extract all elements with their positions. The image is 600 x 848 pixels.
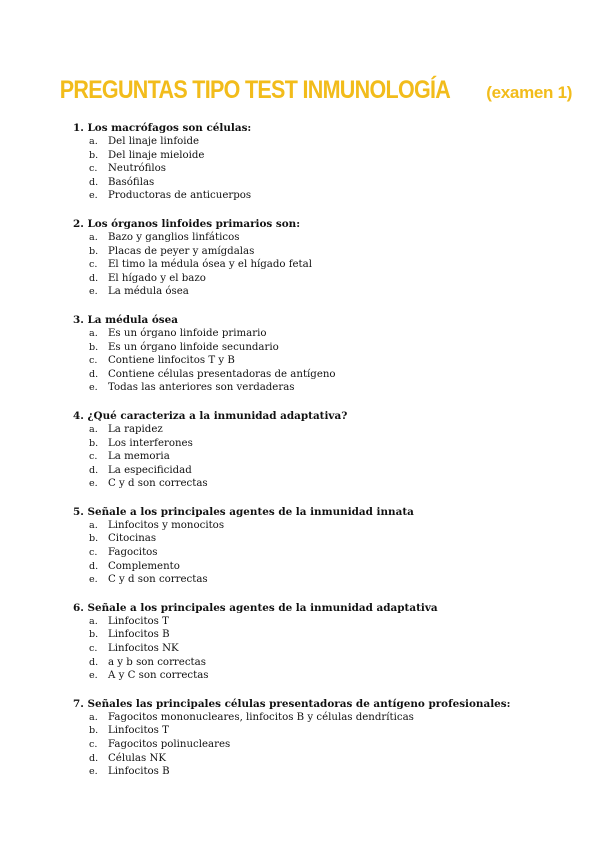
option-text: Es un órgano linfoide secundario [108,341,279,353]
option-text: Linfocitos T [108,615,169,627]
answer-option [73,560,573,574]
answer-option [73,546,573,560]
option-letter: d. [89,272,99,284]
answer-option [73,738,573,752]
answer-option [73,765,573,779]
option-letter: d. [89,176,99,188]
option-letter: c. [89,259,98,271]
option-text: C y d son correctas [108,478,208,490]
option-letter: c. [89,643,98,655]
answer-option [73,231,573,245]
answer-option [73,656,573,670]
option-list [73,231,573,299]
answer-option [73,724,573,738]
option-text: Los interferones [108,437,193,449]
question-title: 7. Señales las principales células presentadoras de antígeno profesionales: [73,697,511,710]
option-text: Neutrófilos [108,163,167,175]
option-letter: e. [89,190,98,202]
option-text: Linfocitos B [108,629,170,641]
question-block [73,409,573,491]
answer-option [73,162,573,176]
option-letter: a. [89,615,98,627]
option-list [73,423,573,491]
answer-option [73,327,573,341]
answer-option [73,189,573,203]
answer-option [73,752,573,766]
option-text: Placas de peyer y amígdalas [108,245,255,257]
option-text: Citocinas [108,533,157,545]
option-text: Basófilas [108,176,155,188]
option-letter: e. [89,574,98,586]
option-text: Linfocitos B [108,766,170,778]
option-letter: b. [89,533,99,545]
option-text: Del linaje mieloide [108,149,205,161]
option-text: Contiene células presentadoras de antígeno [108,368,336,380]
option-letter: e. [89,382,98,394]
question-block [73,505,573,587]
option-letter: b. [89,725,99,737]
option-letter: b. [89,149,99,161]
page-title [0,76,600,105]
option-text: a y b son correctas [108,656,206,668]
option-letter: a. [89,231,98,243]
option-letter: a. [89,423,98,435]
option-letter: b. [89,629,99,641]
option-text: Productoras de anticuerpos [108,190,252,202]
option-text: Contiene linfocitos T y B [108,355,235,367]
option-letter: a. [89,711,98,723]
option-letter: d. [89,560,99,572]
option-letter: b. [89,341,99,353]
answer-option [73,532,573,546]
title-subtitle: (examen 1) [486,83,573,102]
answer-option [73,423,573,437]
answer-option [73,245,573,259]
option-text: La médula ósea [108,286,189,298]
option-list [73,711,573,779]
option-text: Fagocitos [108,547,158,559]
answer-option [73,149,573,163]
option-letter: c. [89,163,98,175]
answer-option [73,573,573,587]
option-letter: d. [89,752,99,764]
answer-option [73,354,573,368]
answer-option [73,272,573,286]
option-letter: c. [89,547,98,559]
option-text: C y d son correctas [108,574,208,586]
option-letter: a. [89,136,98,147]
question-block [73,601,573,683]
option-text: Linfocitos T [108,725,169,737]
option-letter: c. [89,451,98,463]
answer-option [73,711,573,725]
option-list [73,519,573,587]
answer-option [73,176,573,190]
option-letter: e. [89,286,98,298]
question-title: 6. Señale a los principales agentes de la inmunidad adaptativa [73,601,438,614]
option-text: La rapidez [108,423,163,435]
answer-option [73,285,573,299]
answer-option [73,464,573,478]
option-text: Bazo y ganglios linfáticos [108,231,240,243]
option-letter: b. [89,437,99,449]
answer-option [73,642,573,656]
option-letter: a. [89,519,98,531]
option-list [73,135,573,203]
answer-option [73,135,573,149]
question-title: 5. Señale a los principales agentes de la inmunidad innata [73,505,414,518]
option-text: Es un órgano linfoide primario [108,327,267,339]
question-block [73,313,573,395]
answer-option [73,368,573,382]
answer-option [73,437,573,451]
option-text: La especificidad [108,464,192,476]
option-text: Linfocitos y monocitos [108,519,225,531]
option-letter: b. [89,245,99,257]
answer-option [73,477,573,491]
option-text: El hígado y el bazo [108,272,206,284]
title-main: PREGUNTAS TIPO TEST INMUNOLOGÍA [59,76,451,104]
option-text: Linfocitos NK [108,643,179,655]
answer-option [73,341,573,355]
option-text: La memoria [108,451,170,463]
question-list [73,121,573,793]
option-letter: e. [89,478,98,490]
option-letter: e. [89,670,98,682]
option-list [73,327,573,395]
option-letter: d. [89,656,99,668]
option-text: Fagocitos polinucleares [108,739,231,750]
answer-option [73,381,573,395]
option-letter: a. [89,327,98,339]
answer-option [73,628,573,642]
option-letter: c. [89,739,98,750]
question-title: 3. La médula ósea [73,313,178,326]
option-text: A y C son correctas [108,670,209,682]
answer-option [73,450,573,464]
option-letter: d. [89,368,99,380]
option-text: Células NK [108,752,166,764]
option-letter: d. [89,464,99,476]
question-block [73,697,573,779]
answer-option [73,519,573,533]
question-block [73,121,573,203]
option-text: El timo la médula ósea y el hígado fetal [108,259,312,271]
question-title: 2. Los órganos linfoides primarios son: [73,217,301,230]
question-block [73,217,573,299]
option-text: Fagocitos mononucleares, linfocitos B y células dendríticas [108,711,414,723]
question-title: 1. Los macrófagos son células: [73,122,252,134]
option-list [73,615,573,683]
option-text: Complemento [108,560,180,572]
option-text: Todas las anteriores son verdaderas [108,382,295,394]
answer-option [73,669,573,683]
option-letter: c. [89,355,98,367]
option-letter: e. [89,766,98,778]
answer-option [73,615,573,629]
answer-option [73,258,573,272]
question-title: 4. ¿Qué caracteriza a la inmunidad adaptativa? [73,409,348,422]
option-text: Del linaje linfoide [108,136,200,147]
